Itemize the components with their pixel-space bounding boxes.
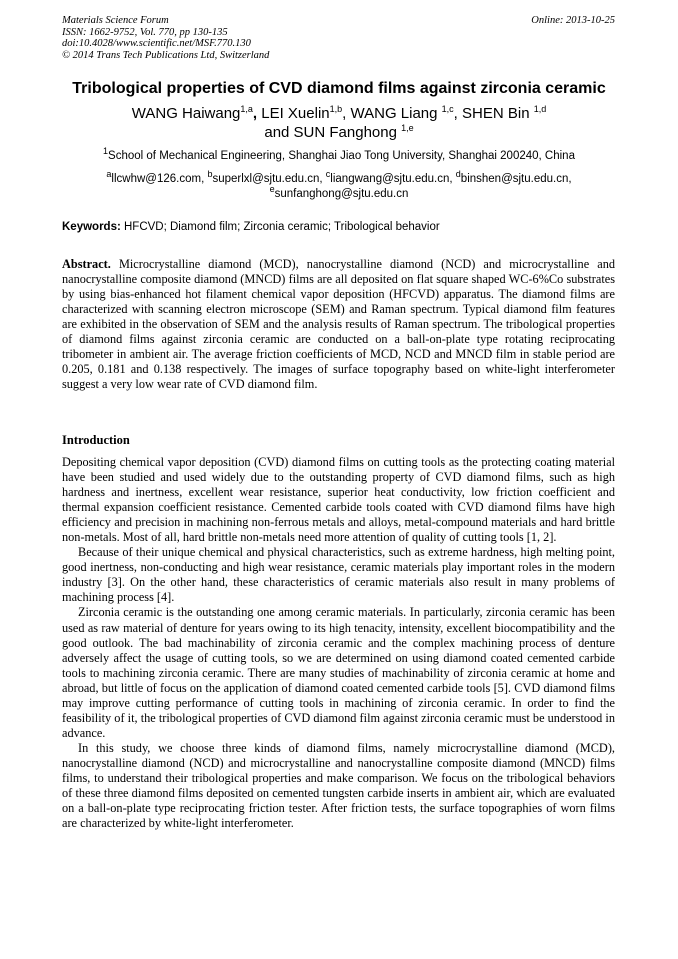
- publication-info: [62, 15, 269, 61]
- author: SHEN Bin $^{1,d}$: [462, 104, 547, 122]
- paper-title: Tribological properties of CVD diamond films against zirconia ceramic: [72, 80, 606, 97]
- issn-line: ISSN: 1662-9752, Vol. 770, pp 130-135: [62, 26, 228, 38]
- journal-name: Materials Science Forum: [62, 15, 169, 26]
- author: WANG Haiwang$^{1,a}$,: [131, 104, 262, 122]
- copyright-line: © 2014 Trans Tech Publications Ltd, Switzerland: [62, 49, 270, 61]
- email-list: [60, 169, 618, 202]
- keywords: [62, 220, 615, 234]
- paragraph: In this study, we choose three kinds of diamond films, namely microcrystalline diamond (MCD), nanocrystalline diamond (NCD) and microcrystalline and nanocrystalline composite diamond (MNCD) films films, to understand their tribological properties and make comparison. We focus on the tribological behaviors of these three diamond films deposited on cemented tungsten carbide inserts in ambient air, which are evaluated on a ball-on-plate type reciprocating friction tester. After friction tests, the surface topographies of worn films are characterized by white-light interferometer.: [62, 740, 615, 831]
- online-date: Online: 2013-10-25: [531, 15, 615, 26]
- doi-line: doi:10.4028/www.scientific.net/MSF.770.130: [62, 38, 251, 49]
- keywords-label: Keywords:: [62, 221, 121, 233]
- abstract: [62, 257, 615, 392]
- page-header: [62, 15, 615, 61]
- affiliation-text: School of Mechanical Engineering, Shanghai Jiao Tong University, Shanghai 200240, China: [108, 150, 575, 162]
- keywords-text: HFCVD; Diamond film; Zirconia ceramic; Tribological behavior: [120, 221, 440, 233]
- affiliation: [0, 146, 678, 163]
- email: $^d$binshen@sjtu.edu.cn,: [455, 169, 572, 185]
- section-heading-introduction: Introduction: [62, 433, 130, 447]
- email: $^a$llcwhw@126.com,: [106, 169, 208, 185]
- email: $^c$liangwang@sjtu.edu.cn,: [325, 169, 456, 185]
- abstract-label: Abstract.: [62, 257, 111, 271]
- author: WANG Liang $^{1,c}$,: [350, 104, 463, 122]
- paragraph: Zirconia ceramic is the outstanding one among ceramic materials. In particularly, zirconia ceramic has been used as raw material of denture for years owing to its high tenacity, intensity, excellent biocompatibility and the good outlook. The bad machinability of zirconia ceramic and the complex machining process of denture adversely affect the usage of cutting tools, so we are determined on using diamond coated cemented carbide tools to machining zirconia ceramic. There are many studies of machinability of zirconia ceramic at home and abroad, but little of focus on the application of diamond coated cemented carbide tools [5]. CVD diamond films may improve cutting performance of cutting tools in machining of zirconia ceramic. In order to find the feasibility of it, the tribological properties of CVD diamond film against zirconia ceramic must be understood in advance.: [62, 605, 615, 740]
- paragraph: Because of their unique chemical and physical characteristics, such as extreme hardness, high melting point, good inertness, non-conducting and high wear resistance, ceramic materials play important roles in the modern industry [3]. On the other hand, these characteristics of ceramic materials also result in many problems of machining process [4].: [62, 545, 615, 605]
- email: $^b$superlxl@sjtu.edu.cn,: [207, 169, 326, 185]
- abstract-text: Microcrystalline diamond (MCD), nanocrystalline diamond (NCD) and microcrystalline and nanocrystalline composite diamond (MNCD) films are all deposited on flat square shaped WC-6%Co substrates by using bias-enhanced hot filament chemical vapor deposition (HFCVD) apparatus. The diamond films are characterized with scanning electron microscope (SEM) and Raman spectrum. Typical diamond film features are exhibited in the observation of SEM and the analysis results of Raman spectrum. The tribological properties of diamond films against zirconia ceramic are conducted on a ball-on-plate type rotating reciprocating tribometer in ambient air. The average friction coefficients of MCD, NCD and MNCD film in stable period are 0.205, 0.181 and 0.138 respectively. The images of surface topography based on white-light interferometer suggest a very low wear rate of CVD diamond film.: [62, 257, 615, 391]
- author-list: [40, 104, 638, 142]
- email: $^e$sunfanghong@sjtu.edu.cn: [269, 184, 409, 200]
- introduction-body: [62, 455, 615, 831]
- author: and SUN Fanghong $^{1,e}$: [264, 123, 414, 141]
- author: LEI Xuelin$^{1,b}$,: [261, 104, 351, 122]
- affiliation-marker: 1: [103, 146, 109, 157]
- paragraph: Depositing chemical vapor deposition (CVD) diamond films on cutting tools as the protecting coating material have been studied and used widely due to the outstanding property of CVD diamond films, such as high hardness and inertness, excellent wear resistance, superior heat conductivity, low friction coefficient and thermal expansion coefficient resistance. Cemented carbide tools coated with CVD diamond films have high efficiency and precision in machining non-ferrous metals and alloys, metal-compound materials and hard brittle non-metals. Most of all, hard brittle non-metals need more attention of quality of cutting tools [1, 2].: [62, 455, 615, 545]
